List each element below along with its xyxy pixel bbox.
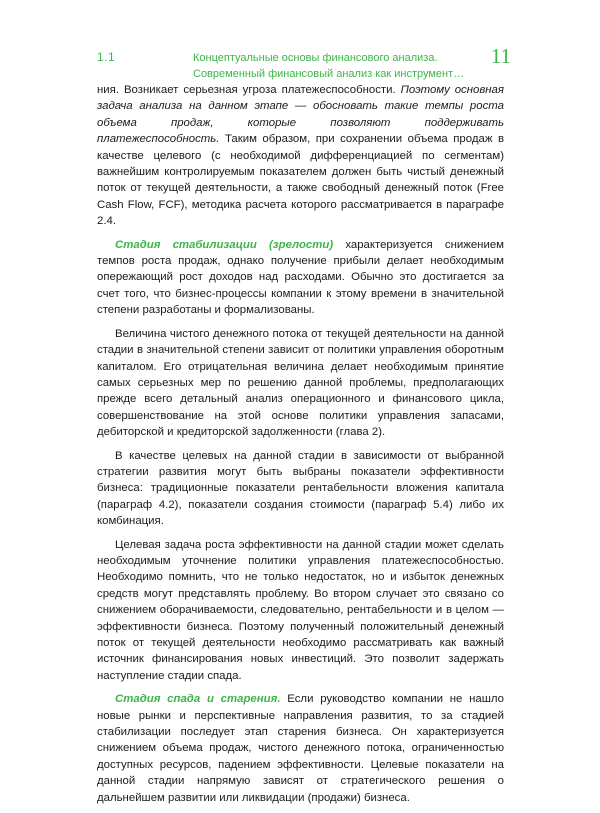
page-number: 11 (490, 44, 511, 68)
running-header (97, 44, 517, 80)
stage-decline-heading: Стадия спада и старения. (115, 693, 281, 706)
paragraph-2 (97, 237, 504, 319)
chapter-title-line-1: Концептуальные основы финансового анализа. (193, 52, 438, 64)
paragraph-6 (97, 691, 504, 806)
paragraph-1-rest: Таким образом, при сохранении объема продаж в качестве целевого (с необходимой дифференциацией по сегментам) важнейшим контролируемым показателем должен быть чистый денежный поток от текущей деятельности, а также свободный денежный поток (Free Cash Flow, FCF), методика расчета которого рассматривается в параграфе 2.4. (97, 133, 504, 228)
paragraph-2-rest: характеризуется снижением темпов роста продаж, однако получение прибыли делает необходимым опережающий рост доходов над расходами. Обычно это достигается за счет того, что бизнес-процессы компании к этому времени в значительной степени разработаны и формализованы. (97, 238, 504, 317)
page-body (97, 82, 504, 813)
paragraph-1-start: ния. Возникает серьезная угроза платежеспособности. (97, 84, 401, 96)
paragraph-5: Целевая задача роста эффективности на данной стадии может сделать необходимым уточнение политики управления платежеспособностью. Необходимо помнить, что не только недостаток, но и избыток денежных средств могут представлять проблему. Во втором случает это связано со снижением оборачиваемости, следовательно, рентабельности и в целом — эффективности бизнеса. Поэтому полученный положительный денежный поток от текущей деятельности необходимо рассматривать как важный источник финансирования новых инвестиций. Это позволит задержать наступление стадии спада. (97, 538, 504, 682)
section-number: 1.1 (97, 50, 116, 64)
chapter-title (193, 50, 483, 82)
paragraph-6-rest: Если руководство компании не нашло новые рынки и перспективные направления развития, то за стадией стабилизации последует этап старения бизнеса. Он характеризуется снижением объема продаж, чистого денежного потока, ограниченностью доступных ресурсов, падением эффективности. Целевые показатели на данной стадии напрямую зависят от стратегического решения о дальнейшем развитии или ликвидации (продажи) бизнеса. (97, 693, 504, 804)
stage-stabilization-heading: Стадия стабилизации (зрелости) (115, 238, 334, 251)
paragraph-1 (97, 82, 504, 230)
paragraph-3: Величина чистого денежного потока от текущей деятельности на данной стадии в значительной степени зависит от политики управления оборотным капиталом. Его отрицательная величина делает необходимым принятие самых серьезных мер по решению данной проблемы, предполагающих прежде всего детальный анализ операционного и финансового цикла, совершенствование на этой основе политики управления запасами, дебиторской и кредиторской задолженности (глава 2). (97, 327, 504, 439)
chapter-title-line-2: Современный финансовый анализ как инструмент… (193, 68, 465, 80)
paragraph-4: В качестве целевых на данной стадии в зависимости от выбранной стратегии развития могут быть выбраны показатели эффективности бизнеса: традиционные показатели рентабельности вложения капитала (параграф 4.2), показатели создания стоимости (параграф 5.4) либо их комбинация. (97, 449, 504, 528)
paragraph-1-italic: Поэтому основная задача анализа на данном этапе — обосновать такие темпы роста объема продаж, которые позволяют поддерживать платежеспособность. (97, 84, 504, 146)
